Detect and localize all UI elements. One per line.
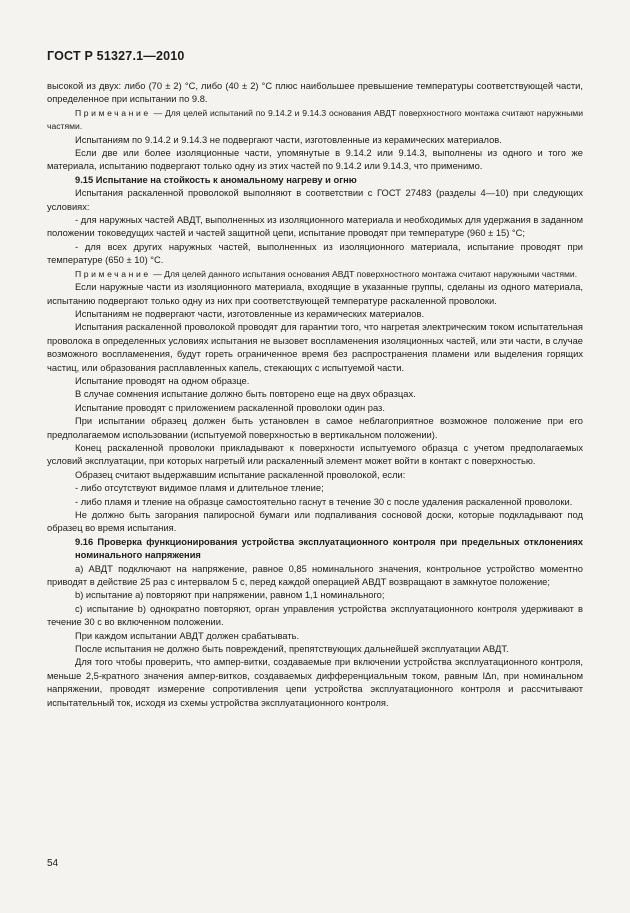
body-paragraph: - либо отсутствуют видимое пламя и длительное тление; xyxy=(75,483,324,494)
body-paragraph: В случае сомнения испытание должно быть повторено еще на двух образцах. xyxy=(75,389,416,400)
body-paragraph: - для всех других наружных частей, выполненных из изоляционного материала, испытание проводят при температуре (650 ± 10) °С. xyxy=(47,241,583,266)
page-number: 54 xyxy=(47,858,59,869)
standard-header: ГОСТ Р 51327.1—2010 xyxy=(47,49,185,63)
body-paragraph: Испытаниям по 9.14.2 и 9.14.3 не подвергают части, изготовленные из керамических материалов. xyxy=(75,134,502,145)
body-paragraph: Испытания раскаленной проволокой проводят для гарантии того, что нагретая электрическим током испытательная проволока в определенных условиях испытания не вызовет воспламенения изоляционных частей, или эти части, в случае возможного воспламенения, будут гореть ограниченное время без распространения пламени или выделения горящих частиц, или образования расплавленных капель, стекающих с испытуемой части. xyxy=(47,322,583,373)
body-paragraph: Конец раскаленной проволоки прикладывают к поверхности испытуемого образца с учетом предполагаемых условий эксплуатации, при которых нагретый или раскаленный элемент может войти в контакт с поверхностью. xyxy=(47,442,583,467)
body-paragraph: Испытаниям не подвергают части, изготовленные из керамических материалов. xyxy=(75,308,425,319)
body-paragraph: При каждом испытании АВДТ должен срабатывать. xyxy=(75,630,300,641)
note-text: — Для целей испытаний по 9.14.2 и 9.14.3 основания АВДТ поверхностного монтажа считают наружными частями. xyxy=(47,107,583,132)
body-paragraph: с) испытание b) однократно повторяют, орган управления устройства эксплуатационного контроля удерживают в течение 30 с во включенном положении. xyxy=(47,603,583,628)
body-paragraph: Испытание проводят на одном образце. xyxy=(75,375,250,386)
note-label: Примечание xyxy=(75,268,151,279)
body-paragraph: - либо пламя и тление на образце самостоятельно гаснут в течение 30 с после удаления раскаленной проволоки. xyxy=(75,496,573,507)
note-paragraph xyxy=(47,268,583,281)
body-paragraph: Образец считают выдержавшим испытание раскаленной проволокой, если: xyxy=(75,469,406,480)
body-paragraph: b) испытание а) повторяют при напряжении, равном 1,1 номинального; xyxy=(75,590,385,601)
body-paragraph: Испытания раскаленной проволокой выполняют в соответствии с ГОСТ 27483 (разделы 4—10) при следующих условиях: xyxy=(47,188,583,212)
section-heading: 9.15 Испытание на стойкость к аномальному нагреву и огню xyxy=(75,174,357,185)
body-paragraph: При испытании образец должен быть установлен в самое неблагоприятное возможное положение при его предполагаемом использовании (испытуемой поверхностью в вертикальном положении). xyxy=(47,416,583,440)
body-paragraph: Если две или более изоляционные части, упомянутые в 9.14.2 или 9.14.3, выполнены из одного и того же материала, испытанию подвергают только одну из этих частей по 9.14.2 или 9.14.3, что применимо. xyxy=(47,148,583,172)
body-paragraph: После испытания не должно быть повреждений, препятствующих дальнейшей эксплуатации АВДТ. xyxy=(75,644,509,655)
body-paragraph: Если наружные части из изоляционного материала, входящие в указанные группы, сделаны из одного материала, испытанию подвергают только одну из них при соответствующей температуре раскаленной проволоки. xyxy=(47,282,583,306)
section-heading: 9.16 Проверка функционирования устройства эксплуатационного контроля при предельных отклонениях номинального напряжения xyxy=(75,536,583,561)
body-paragraph: Не должно быть загорания папиросной бумаги или подпаливания сосновой доски, которые подкладывают под образец во время испытания. xyxy=(47,510,583,534)
body-paragraph: высокой из двух: либо (70 ± 2) °С, либо (40 ± 2) °С плюс наибольшее превышение температуры соответствующей части, определенное при испытании по 9.8. xyxy=(47,81,583,105)
body-paragraph: Для того чтобы проверить, что ампер-витки, создаваемые при включении устройства эксплуатационного контроля, меньше 2,5-кратного значения ампер-витков, создаваемых дифференциальным током, равным IΔn, при номинальном напряжении, проводят измерение сопротивления цепи устройства эксплуатационного контроля и рассчитывают испытательный ток, исходя из схемы устройства эксплуатационного контроля. xyxy=(47,657,583,708)
note-text: — Для целей данного испытания основания АВДТ поверхностного монтажа считают наружными частями. xyxy=(150,268,578,279)
note-label: Примечание xyxy=(75,107,151,118)
body-paragraph: - для наружных частей АВДТ, выполненных из изоляционного материала и необходимых для удержания в заданном положении токоведущих частей и частей защитной цепи, испытание проводят при температуре (960 ± 15) °С; xyxy=(47,215,583,239)
body-paragraph: Испытание проводят с приложением раскаленной проволоки один раз. xyxy=(75,402,385,413)
note-paragraph xyxy=(47,107,583,134)
body-paragraph: а) АВДТ подключают на напряжение, равное 0,85 номинального значения, контрольное устройство моментно приводят в действие 25 раз с интервалом 5 с, перед каждой операцией АВДТ возвращают в замкнутое положение; xyxy=(47,563,583,588)
document-body xyxy=(47,80,583,710)
